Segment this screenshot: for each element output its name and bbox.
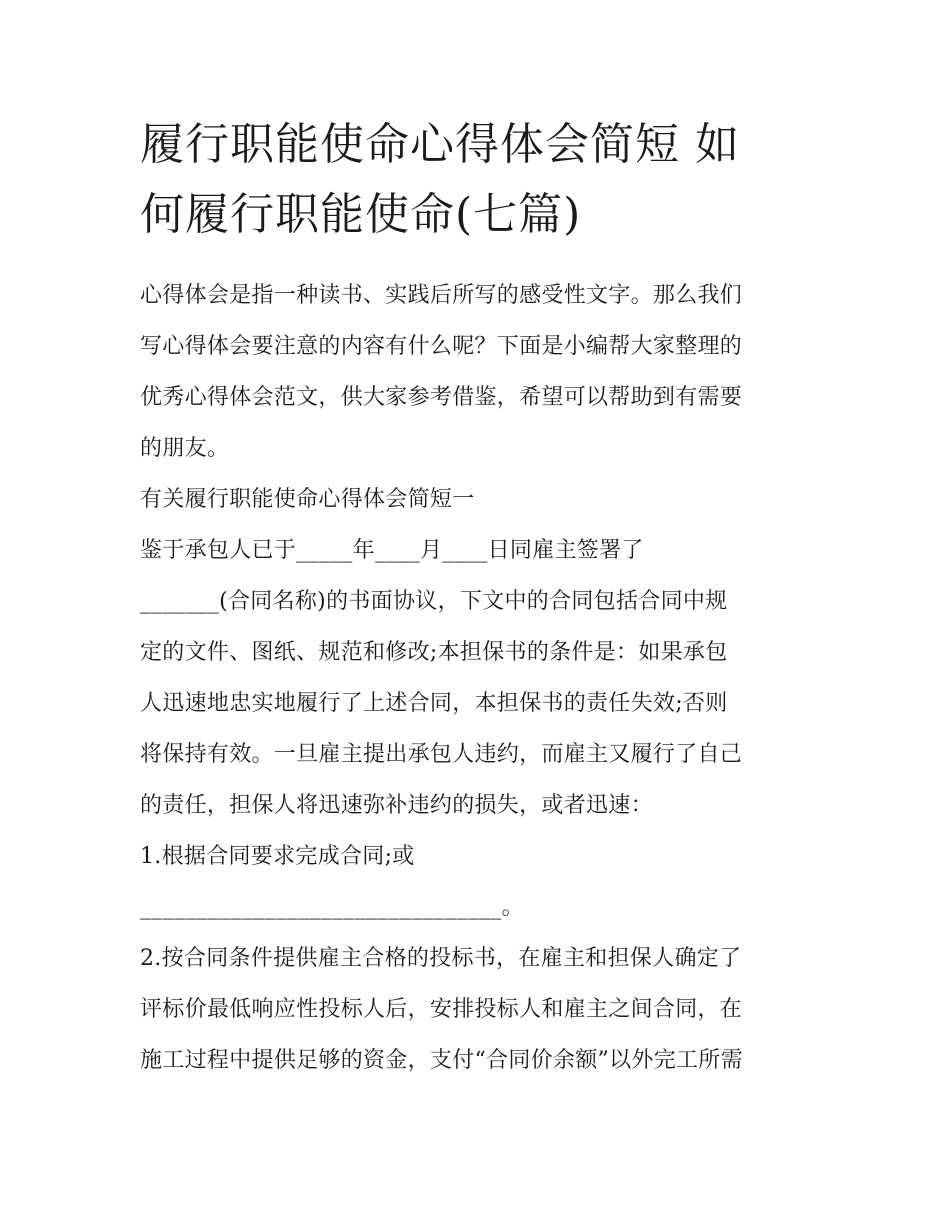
paragraph-line: 的责任，担保人将迅速弥补违约的损失，或者迅速： bbox=[140, 793, 653, 818]
paragraph-line: 将保持有效。一旦雇主提出承包人违约，而雇主又履行了自己 bbox=[140, 742, 743, 767]
title-line-1: 履行职能使命心得体会简短 如 bbox=[140, 119, 740, 170]
document-title bbox=[140, 110, 812, 250]
document-page bbox=[140, 110, 812, 1086]
blank-fill-line: ________________________________。 bbox=[140, 895, 524, 920]
document-body bbox=[140, 270, 812, 1086]
intro-line-2: 写心得体会要注意的内容有什么呢？下面是小编帮大家整理的 bbox=[140, 334, 743, 359]
intro-line-3: 优秀心得体会范文，供大家参考借鉴，希望可以帮助到有需要 bbox=[140, 385, 743, 410]
paragraph-line: 定的文件、图纸、规范和修改;本担保书的条件是：如果承包 bbox=[140, 640, 728, 665]
title-line-2: 何履行职能使命(七篇) bbox=[140, 189, 582, 240]
paragraph-line: 评标价最低响应性投标人后，安排投标人和雇主之间合同，在 bbox=[140, 997, 743, 1022]
list-item-1: 1.根据合同要求完成合同;或 bbox=[140, 844, 415, 869]
intro-line-4: 的朋友。 bbox=[140, 436, 230, 461]
list-item-2: 2.按合同条件提供雇主合格的投标书，在雇主和担保人确定了 bbox=[140, 946, 742, 971]
paragraph-line: _______(合同名称)的书面协议，下文中的合同包括合同中规 bbox=[140, 589, 728, 614]
intro-line-1: 心得体会是指一种读书、实践后所写的感受性文字。那么我们 bbox=[140, 283, 743, 308]
paragraph-line: 鉴于承包人已于_____年____月____日同雇主签署了 bbox=[140, 538, 644, 563]
section-heading: 有关履行职能使命心得体会简短一 bbox=[140, 487, 475, 512]
paragraph-line: 施工过程中提供足够的资金，支付“合同价余额”以外完工所需 bbox=[140, 1048, 743, 1073]
paragraph-line: 人迅速地忠实地履行了上述合同，本担保书的责任失效;否则 bbox=[140, 691, 728, 716]
